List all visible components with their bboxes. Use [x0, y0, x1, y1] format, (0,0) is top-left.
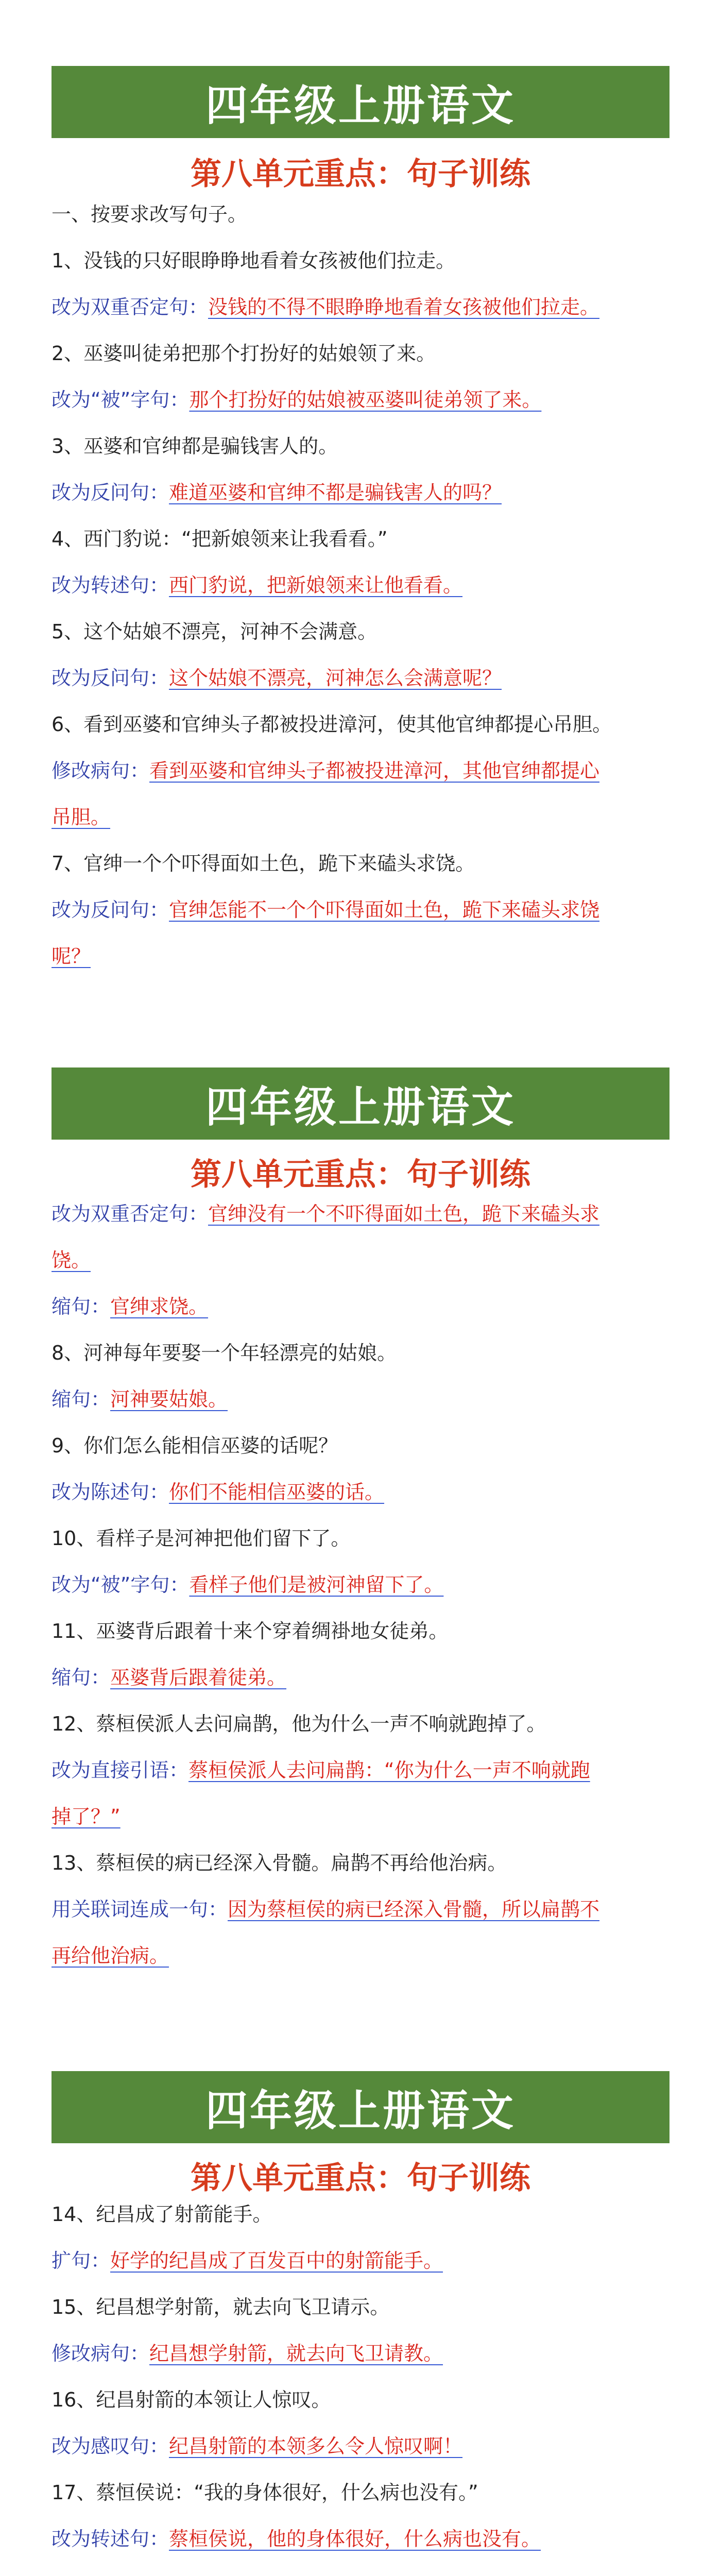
- instruction-tag: 缩句：: [52, 1666, 111, 1689]
- section-subtitle: 第八单元重点：句子训练: [191, 2160, 530, 2196]
- answer-text: 官绅没有一个不吓得面如土色，跪下来磕头求: [208, 1202, 600, 1225]
- instruction-tag: 改为反问句：: [52, 481, 169, 504]
- instruction-tag: 缩句：: [52, 1388, 111, 1411]
- answer-text: 蔡桓侯派人去问扁鹊：“你为什么一声不响就跑: [188, 1759, 590, 1782]
- section-title-banner: [52, 2071, 670, 2143]
- instruction-tag: 改为双重否定句：: [52, 1202, 209, 1225]
- instruction-tag: 改为感叹句：: [52, 2435, 169, 2458]
- instruction-tag: 缩句：: [52, 1295, 111, 1318]
- answer-text: 吊胆。: [52, 806, 111, 828]
- answer-text: 纪昌射箭的本领多么令人惊叹啊！: [169, 2435, 463, 2458]
- instruction-tag: 扩句：: [52, 2249, 111, 2272]
- answer-line: [52, 2520, 670, 2557]
- instruction-tag: 改为转述句：: [52, 574, 169, 597]
- answer-text: 看到巫婆和官绅头子都被投进漳河，其他官绅都提心: [149, 759, 600, 782]
- answer-text: 再给他治病。: [52, 1944, 169, 1967]
- question-text: 12、蔡桓侯派人去问扁鹊，他为什么一声不响就跑掉了。: [52, 1713, 546, 1735]
- instruction-tag: 修改病句：: [52, 759, 150, 782]
- answer-text: 掉了？”: [52, 1805, 121, 1828]
- section-title: 四年级上册语文: [205, 2086, 516, 2136]
- question-text: 2、巫婆叫徒弟把那个打扮好的姑娘领了来。: [52, 342, 436, 365]
- question-text: 一、按要求改写句子。: [52, 203, 248, 226]
- instruction-tag: 改为陈述句：: [52, 1481, 169, 1503]
- question-line: [52, 2474, 670, 2511]
- question-text: 14、纪昌成了射箭能手。: [52, 2203, 272, 2226]
- answer-text: 西门豹说，把新娘领来让他看看。: [169, 574, 463, 597]
- answer-text: 你们不能相信巫婆的话。: [169, 1481, 385, 1503]
- instruction-tag: 改为转述句：: [52, 2528, 169, 2550]
- question-text: 7、官绅一个个吓得面如土色，跪下来磕头求饶。: [52, 852, 475, 875]
- question-text: 13、蔡桓侯的病已经深入骨髓。扁鹊不再给他治病。: [52, 1852, 507, 1874]
- answer-text: 蔡桓侯说，他的身体很好，什么病也没有。: [169, 2528, 541, 2550]
- question-line: [52, 2381, 670, 2418]
- answer-text: 河神要姑娘。: [110, 1388, 228, 1411]
- answer-line: [52, 2242, 670, 2279]
- instruction-tag: 改为双重否定句：: [52, 296, 209, 318]
- question-line: [52, 2289, 670, 2326]
- question-text: 4、西门豹说：“把新娘领来让我看看。”: [52, 528, 388, 550]
- section-subtitle: 第八单元重点：句子训练: [191, 1157, 530, 1193]
- instruction-tag: 改为反问句：: [52, 667, 169, 689]
- section-title: 四年级上册语文: [205, 81, 516, 130]
- answer-text: 呢？: [52, 945, 91, 968]
- question-text: 1、没钱的只好眼睁睁地看着女孩被他们拉走。: [52, 249, 456, 272]
- question-text: 16、纪昌射箭的本领让人惊叹。: [52, 2388, 331, 2411]
- question-text: 9、你们怎么能相信巫婆的话呢？: [52, 1434, 338, 1457]
- answer-text: 官绅求饶。: [110, 1295, 209, 1318]
- instruction-tag: 修改病句：: [52, 2342, 150, 2365]
- answer-text: 难道巫婆和官绅不都是骗钱害人的吗？: [169, 481, 502, 504]
- answer-text: 看样子他们是被河神留下了。: [189, 1573, 444, 1596]
- answer-line: [52, 2335, 670, 2372]
- question-text: 17、蔡恒侯说：“我的身体很好，什么病也没有。”: [52, 2481, 478, 2504]
- answer-line: [52, 2428, 670, 2465]
- question-text: 3、巫婆和官绅都是骗钱害人的。: [52, 435, 338, 457]
- instruction-tag: 改为反问句：: [52, 899, 169, 921]
- question-text: 6、看到巫婆和官绅头子都被投进漳河，使其他官绅都提心吊胆。: [52, 713, 612, 736]
- answer-text: 巫婆背后跟着徒弟。: [110, 1666, 287, 1689]
- instruction-tag: 改为“被”字句：: [52, 1573, 190, 1596]
- answer-text: 因为蔡桓侯的病已经深入骨髓，所以扁鹊不: [228, 1898, 600, 1921]
- answer-text: 官绅怎能不一个个吓得面如土色，跪下来磕头求饶: [169, 899, 600, 921]
- instruction-tag: 改为直接引语：: [52, 1759, 189, 1782]
- question-text: 5、这个姑娘不漂亮，河神不会满意。: [52, 620, 377, 643]
- question-text: 11、巫婆背后跟着十来个穿着绸褂地女徒弟。: [52, 1620, 449, 1642]
- answer-text: 那个打扮好的姑娘被巫婆叫徒弟领了来。: [189, 388, 542, 411]
- answer-text: 没钱的不得不眼睁睁地看着女孩被他们拉走。: [208, 296, 600, 318]
- question-line: [52, 2196, 670, 2233]
- question-text: 10、看样子是河神把他们留下了。: [52, 1527, 351, 1550]
- instruction-tag: 改为“被”字句：: [52, 388, 190, 411]
- answer-text: 纪昌想学射箭，就去向飞卫请教。: [149, 2342, 443, 2365]
- answer-text: 饶。: [52, 1249, 91, 1272]
- question-text: 8、河神每年要娶一个年轻漂亮的姑娘。: [52, 1342, 397, 1364]
- answer-text: 好学的纪昌成了百发百中的射箭能手。: [110, 2249, 443, 2272]
- question-text: 15、纪昌想学射箭，就去向飞卫请示。: [52, 2296, 390, 2318]
- instruction-tag: 用关联词连成一句：: [52, 1898, 228, 1921]
- section-title: 四年级上册语文: [205, 1082, 516, 1132]
- section-subtitle: 第八单元重点：句子训练: [191, 156, 530, 192]
- answer-text: 这个姑娘不漂亮，河神怎么会满意呢？: [169, 667, 502, 689]
